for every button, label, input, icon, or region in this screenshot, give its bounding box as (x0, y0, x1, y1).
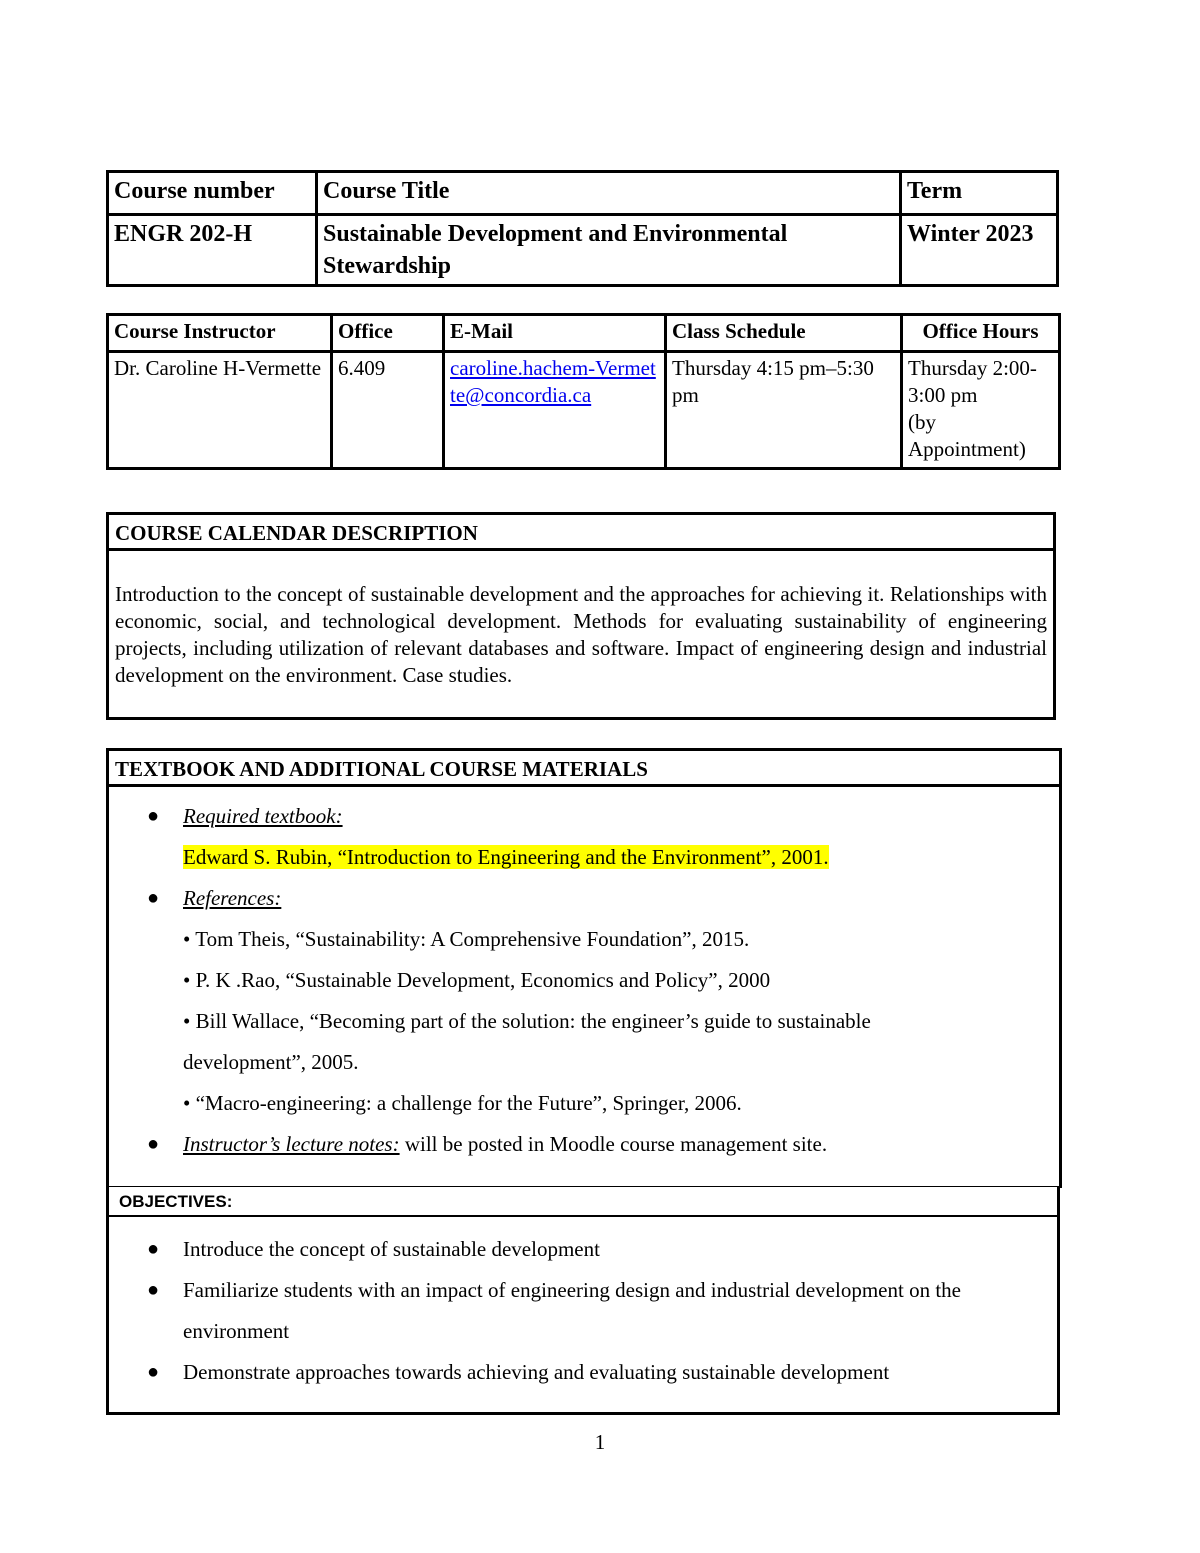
reference-item: • “Macro-engineering: a challenge for the Future”, Springer, 2006. (183, 1091, 742, 1115)
office-number: 6.409 (332, 352, 444, 469)
course-term: Winter 2023 (901, 215, 1058, 286)
course-number: ENGR 202-H (108, 215, 317, 286)
instructor-name: Dr. Caroline H-Vermette (108, 352, 332, 469)
header-office: Office (332, 315, 444, 352)
reference-item: development”, 2005. (183, 1050, 359, 1074)
list-item (109, 878, 1059, 919)
header-instructor: Course Instructor (108, 315, 332, 352)
objectives-heading: OBJECTIVES: (109, 1187, 1057, 1217)
materials-heading: TEXTBOOK AND ADDITIONAL COURSE MATERIALS (109, 751, 1059, 787)
header-office-hours: Office Hours (902, 315, 1060, 352)
list-item (109, 1270, 1057, 1311)
reference-item: • P. K .Rao, “Sustainable Development, Economics and Policy”, 2000 (183, 968, 771, 992)
office-hours-time: Thursday 2:00-3:00 pm (908, 356, 1037, 407)
objective-text: Demonstrate approaches towards achieving and evaluating sustainable development (183, 1360, 890, 1384)
bullet-icon: ● (147, 1361, 160, 1383)
bullet-icon: ● (147, 887, 160, 909)
list-item (109, 1124, 1059, 1165)
reference-item: • Tom Theis, “Sustainability: A Comprehensive Foundation”, 2015. (183, 927, 750, 951)
references-label: References: (183, 886, 282, 910)
materials-box (106, 748, 1062, 1188)
required-textbook: Edward S. Rubin, “Introduction to Engineering and the Environment”, 2001. (183, 845, 829, 869)
lecture-notes-label: Instructor’s lecture notes: (183, 1132, 400, 1156)
objective-text: Familiarize students with an impact of engineering design and industrial development on the (183, 1278, 961, 1302)
header-email: E-Mail (444, 315, 666, 352)
class-schedule: Thursday 4:15 pm–5:30 pm (666, 352, 902, 469)
calendar-text: Introduction to the concept of sustainable development and the approaches for achieving it. Relationships with economic, social, and technological development. Methods for evaluating sustainability of engineering projects, including utilization of relevant databases and software. Impact of engineering design and industrial development on the environment. Case studies. (115, 582, 1047, 687)
office-hours (902, 352, 1060, 469)
calendar-heading: COURSE CALENDAR DESCRIPTION (109, 515, 1053, 551)
bullet-icon: ● (147, 1279, 160, 1301)
objective-text-continued: environment (183, 1319, 290, 1343)
header-course-title: Course Title (317, 172, 901, 215)
list-item (109, 1352, 1057, 1393)
course-info-table (106, 170, 1059, 287)
header-term: Term (901, 172, 1058, 215)
bullet-icon: ● (147, 1238, 160, 1260)
header-schedule: Class Schedule (666, 315, 902, 352)
bullet-icon: ● (147, 1133, 160, 1155)
objective-text: Introduce the concept of sustainable development (183, 1237, 600, 1261)
bullet-icon: ● (147, 805, 160, 827)
instructor-table (106, 313, 1061, 470)
list-item (109, 1229, 1057, 1270)
instructor-email-link[interactable]: caroline.hachem-Vermette@concordia.ca (450, 356, 656, 407)
objectives-box (106, 1186, 1060, 1415)
lecture-notes-text: will be posted in Moodle course management site. (399, 1132, 828, 1156)
required-textbook-label: Required textbook: (183, 804, 343, 828)
calendar-description-box (106, 512, 1056, 720)
reference-item: • Bill Wallace, “Becoming part of the solution: the engineer’s guide to sustainable (183, 1009, 871, 1033)
header-course-number: Course number (108, 172, 317, 215)
office-hours-note: (by Appointment) (908, 410, 1026, 461)
course-title: Sustainable Development and Environmental Stewardship (317, 215, 901, 286)
page-number: 1 (594, 1430, 606, 1454)
list-item (109, 796, 1059, 837)
